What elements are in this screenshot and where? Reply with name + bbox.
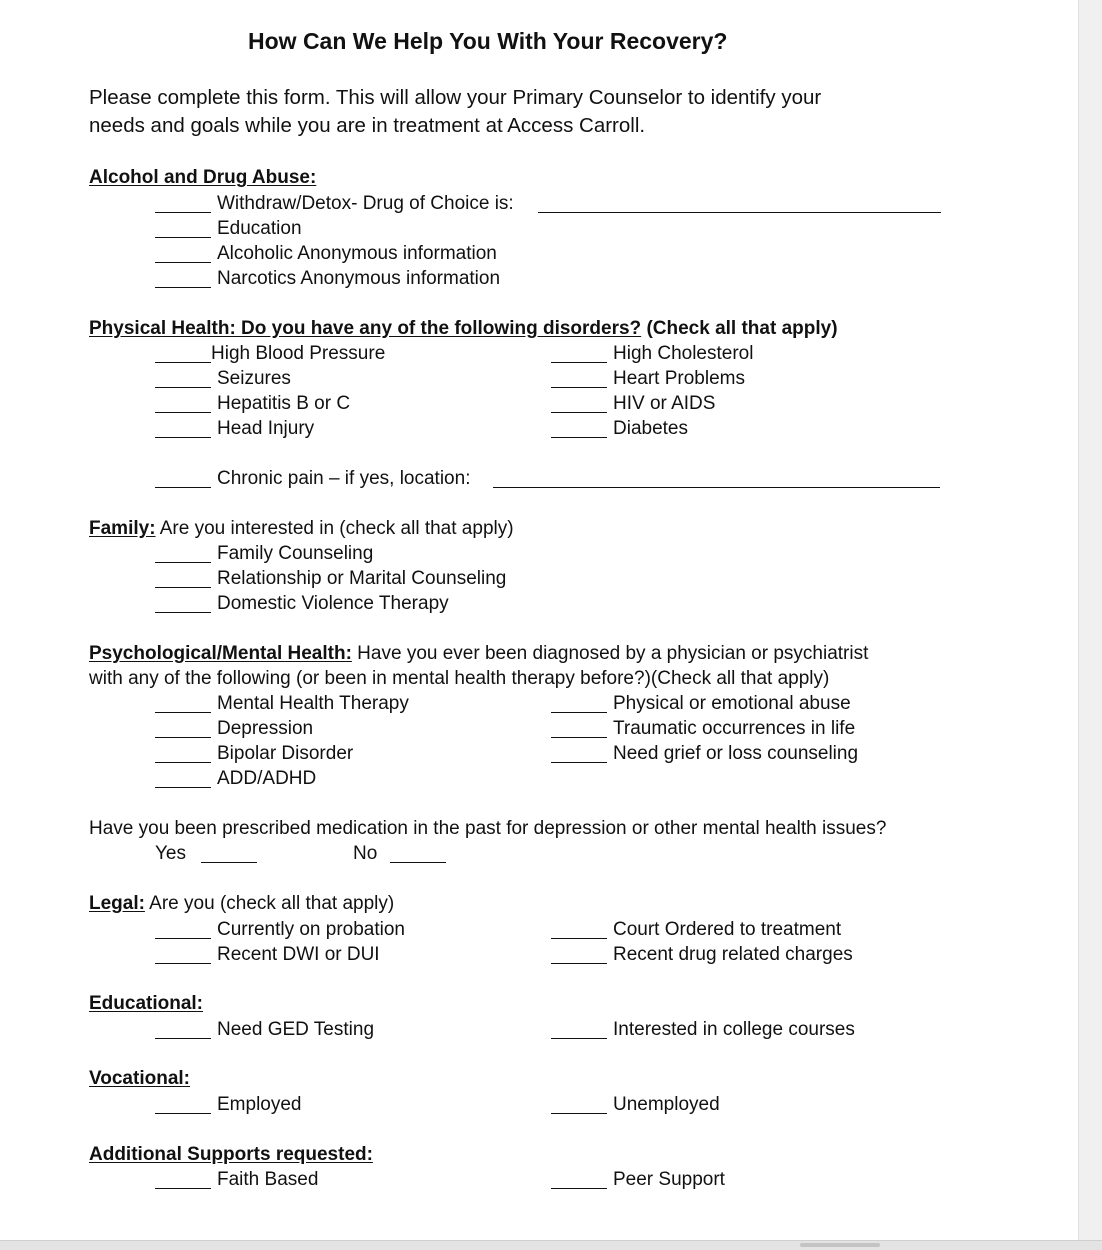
chronic-pain-blank[interactable] <box>155 487 211 488</box>
hepatitis-label: Hepatitis B or C <box>217 393 351 414</box>
high-blood-pressure-label: High Blood Pressure <box>211 343 386 364</box>
psych-heading: Psychological/Mental Health: <box>89 643 352 664</box>
family-counseling-blank[interactable] <box>155 562 211 563</box>
legal-heading-line <box>89 893 394 915</box>
alcohol-aa-blank[interactable] <box>155 262 211 263</box>
depression-blank[interactable] <box>155 737 211 738</box>
bipolar-label: Bipolar Disorder <box>217 743 354 764</box>
educational-heading: Educational: <box>89 993 204 1014</box>
employed-label: Employed <box>217 1094 302 1115</box>
dwi-dui-label: Recent DWI or DUI <box>217 944 380 965</box>
high-cholesterol-label: High Cholesterol <box>613 343 754 364</box>
seizures-blank[interactable] <box>155 387 211 388</box>
alcohol-detox-blank[interactable] <box>155 212 211 213</box>
chronic-pain-label: Chronic pain – if yes, location: <box>217 468 471 489</box>
college-blank[interactable] <box>551 1038 607 1039</box>
diabetes-label: Diabetes <box>613 418 688 439</box>
faith-based-blank[interactable] <box>155 1188 211 1189</box>
unemployed-blank[interactable] <box>551 1113 607 1114</box>
add-adhd-blank[interactable] <box>155 787 211 788</box>
domestic-violence-blank[interactable] <box>155 612 211 613</box>
scroll-thumb[interactable] <box>800 1243 880 1247</box>
abuse-label: Physical or emotional abuse <box>613 693 851 714</box>
alcohol-detox-label: Withdraw/Detox- Drug of Choice is: <box>217 193 514 214</box>
heart-problems-label: Heart Problems <box>613 368 745 389</box>
medication-yes-blank[interactable] <box>201 862 257 863</box>
legal-heading: Legal: <box>89 893 145 914</box>
hiv-aids-label: HIV or AIDS <box>613 393 716 414</box>
alcohol-na-label: Narcotics Anonymous information <box>217 268 501 289</box>
court-ordered-blank[interactable] <box>551 938 607 939</box>
court-ordered-label: Court Ordered to treatment <box>613 919 842 940</box>
high-blood-pressure-blank[interactable] <box>155 362 211 363</box>
mental-health-therapy-blank[interactable] <box>155 712 211 713</box>
family-counseling-label: Family Counseling <box>217 543 374 564</box>
faith-based-label: Faith Based <box>217 1169 319 1190</box>
head-injury-blank[interactable] <box>155 437 211 438</box>
chronic-pain-location-blank[interactable] <box>493 487 940 488</box>
employed-blank[interactable] <box>155 1113 211 1114</box>
abuse-blank[interactable] <box>551 712 607 713</box>
marital-counseling-label: Relationship or Marital Counseling <box>217 568 507 589</box>
intro-line-2: needs and goals while you are in treatment at Access Carroll. <box>89 114 646 137</box>
family-heading: Family: <box>89 518 156 539</box>
probation-blank[interactable] <box>155 938 211 939</box>
dwi-dui-blank[interactable] <box>155 963 211 964</box>
family-heading-line <box>89 518 514 540</box>
intro-line-1: Please complete this form. This will allow your Primary Counselor to identify your <box>89 86 822 109</box>
hiv-aids-blank[interactable] <box>551 412 607 413</box>
medication-question: Have you been prescribed medication in the past for depression or other mental health issues? <box>89 818 887 839</box>
grief-blank[interactable] <box>551 762 607 763</box>
diabetes-blank[interactable] <box>551 437 607 438</box>
high-cholesterol-blank[interactable] <box>551 362 607 363</box>
ged-blank[interactable] <box>155 1038 211 1039</box>
additional-heading: Additional Supports requested: <box>89 1144 373 1165</box>
peer-support-label: Peer Support <box>613 1169 725 1190</box>
psych-question-2: with any of the following (or been in mental health therapy before?)(Check all that apply) <box>89 668 830 689</box>
alcohol-aa-label: Alcoholic Anonymous information <box>217 243 497 264</box>
alcohol-education-label: Education <box>217 218 302 239</box>
drug-charges-blank[interactable] <box>551 963 607 964</box>
traumatic-blank[interactable] <box>551 737 607 738</box>
physical-heading: Physical Health: Do you have any of the following disorders? <box>89 318 642 339</box>
traumatic-label: Traumatic occurrences in life <box>613 718 856 739</box>
hepatitis-blank[interactable] <box>155 412 211 413</box>
unemployed-label: Unemployed <box>613 1094 720 1115</box>
bipolar-blank[interactable] <box>155 762 211 763</box>
heart-problems-blank[interactable] <box>551 387 607 388</box>
vocational-heading: Vocational: <box>89 1068 190 1089</box>
alcohol-heading: Alcohol and Drug Abuse: <box>89 167 317 188</box>
psych-heading-line <box>89 643 868 665</box>
depression-label: Depression <box>217 718 314 739</box>
drug-charges-label: Recent drug related charges <box>613 944 853 965</box>
marital-counseling-blank[interactable] <box>155 587 211 588</box>
domestic-violence-label: Domestic Violence Therapy <box>217 593 449 614</box>
physical-heading-line <box>89 318 838 340</box>
grief-label: Need grief or loss counseling <box>613 743 859 764</box>
physical-note: (Check all that apply) <box>646 318 838 339</box>
legal-question: Are you (check all that apply) <box>144 893 395 914</box>
vertical-scrollbar[interactable] <box>1078 0 1102 1249</box>
medication-yes-label: Yes <box>155 843 186 864</box>
head-injury-label: Head Injury <box>217 418 315 439</box>
college-label: Interested in college courses <box>613 1019 855 1040</box>
ged-label: Need GED Testing <box>217 1019 375 1040</box>
alcohol-na-blank[interactable] <box>155 287 211 288</box>
family-question: Are you interested in (check all that apply) <box>155 518 514 539</box>
seizures-label: Seizures <box>217 368 291 389</box>
medication-no-label: No <box>353 843 378 864</box>
alcohol-education-blank[interactable] <box>155 237 211 238</box>
form-title: How Can We Help You With Your Recovery? <box>248 28 728 54</box>
drug-of-choice-blank[interactable] <box>538 212 941 213</box>
mental-health-therapy-label: Mental Health Therapy <box>217 693 409 714</box>
add-adhd-label: ADD/ADHD <box>217 768 317 789</box>
medication-no-blank[interactable] <box>390 862 446 863</box>
peer-support-blank[interactable] <box>551 1188 607 1189</box>
psych-question-1: Have you ever been diagnosed by a physician or psychiatrist <box>351 643 869 664</box>
probation-label: Currently on probation <box>217 919 405 940</box>
